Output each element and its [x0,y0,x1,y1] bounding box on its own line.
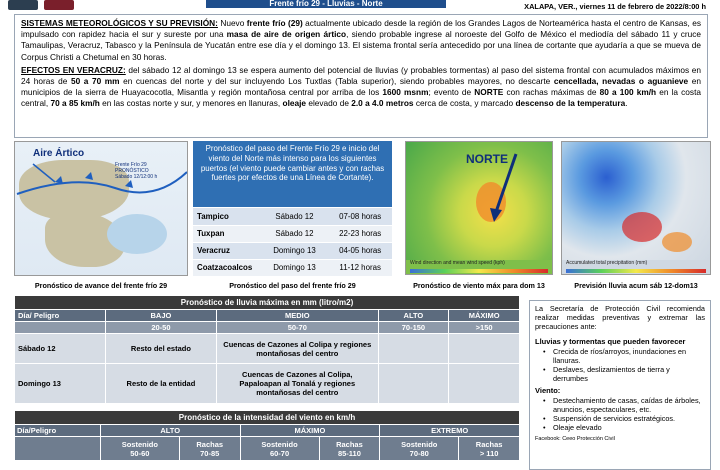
effects-heading: EFECTOS EN VERACRUZ: [21,64,126,75]
table-row: Tampico Sábado 12 07-08 horas [193,208,392,225]
front-advance-map [14,141,188,276]
front-advance-caption: Pronóstico de avance del frente frío 29 [34,281,168,290]
list-item: • Oleaje elevado [535,423,705,432]
advice-rain-list [535,347,705,384]
wind-colorbar [410,269,548,273]
rain-forecast-table [14,295,520,404]
advice-rain-heading: Lluvias y tormentas que pueden favorecer [535,336,686,346]
wind-arrow [406,142,553,275]
logos [8,0,168,12]
arctic-air-label: Aire Ártico [33,148,85,159]
wind-table-values: Sostenido 50-60 Rachas 70-85 Sostenido 60-70 Rachas 85-110 Sostenido 70-80 Rachas > 110 [15,437,520,461]
bulletin-title: Frente frío 29 - Lluvias - Norte [206,0,446,8]
rain-table-ranges: 20-50 50-70 70-150 >150 [15,322,520,334]
forecast-note: Pronóstico del paso del Frente Frío 29 e inicio del viento del Norte más intenso para los siguientes puertos (el viento puede cambiar antes y con rachas fuertes por efectos de una Línea de Cortante). [193,141,392,207]
front-line [15,142,188,276]
rain-table-title: Pronóstico de lluvia máxima en mm (litro/m2) [15,296,520,310]
advice-wind-list [535,396,705,433]
wind-intensity-table [14,410,520,461]
effects-paragraph: EFECTOS EN VERACRUZ: del sábado 12 al domingo 13 se espera aumento del potencial de lluvias (y probables tormentas) al paso del sistema frontal con acumulados máximos en 24 horas de 50 a 70 mm en cuencas del norte y del sur incluyendo Los Tuxtlas (Tabla superior), siendo probables mayores, no descarte cencellada, nevadas o aguanieve en municipios de la sierra de Huayacocotla, Misantla y región montañosa central por arriba de los 1600 msnm; evento de NORTE con rachas máximas de 80 a 100 km/h en la costa central, 70 a 85 km/h en las costas norte y sur, y menores en llanuras, oleaje elevado de 2.0 a 4.0 metros cerca de costa, y marcado descenso de la temperatura. [21,64,702,109]
list-item: • Deslaves, deslizamientos de tierra y derrumbes [535,365,705,383]
wind-legend: Wind direction and mean wind speed (kph) [410,260,505,266]
table-row: Coatzacoalcos Domingo 13 11-12 horas [193,259,392,276]
front-passage-table [193,208,392,277]
dateline: XALAPA, VER., viernes 11 de febrero de 2022/8:00 h [524,2,706,11]
advice-intro: La Secretaría de Protección Civil recomienda realizar medidas preventivas y extremar las precauciones ante: [535,304,705,332]
rain-legend: Accumulated total precipitation (mm) [566,260,648,266]
table-row: Domingo 13 Resto de la entidad Cuencas de Cazones al Colipa, Papaloapan al Tonalá y regiones montañosas del centro [15,364,520,404]
wind-table-header: Día/Peligro ALTO MÁXIMO EXTREMO [15,425,520,437]
civil-protection-advice [529,300,711,470]
systems-heading: SISTEMAS METEOROLÓGICOS Y SU PREVISIÓN: [21,18,218,28]
table-row: Veracruz Domingo 13 04-05 horas [193,242,392,259]
systems-paragraph: SISTEMAS METEOROLÓGICOS Y SU PREVISIÓN: Nuevo frente frío (29) actualmente ubicado desde la región de los Grandes Lagos de Norteamérica hasta el centro de Kansas, es impulsado con rapidez hacia el sur y sureste por una masa de aire de origen ártico, siendo probable ingrese al noroeste del Golfo de México el mediodía del sábado 11 y cruce Tamaulipas, Veracruz, Tabasco y la Península de Yucatán entre ese día y el domingo 13. El sistema frontal sería antecedido por una línea de cortante que ayudaría a que se mueva de Corpus Christi a Chetumal en 30 horas. [21,18,702,62]
table-row: Tuxpan Sábado 12 22-23 horas [193,225,392,242]
front-passage-caption: Pronóstico del paso del frente frío 29 [229,281,356,290]
list-item: • Destechamiento de casas, caídas de árboles, anuncios, espectaculares, etc. [535,396,705,414]
rain-map-caption: Previsión lluvia acum sáb 12-dom13 [574,281,698,290]
list-item: • Suspensión de servicios estratégicos. [535,414,705,423]
front-label: Frente Frío 29 PRONÓSTICO Sábado 12/12:00 h [115,162,158,180]
facebook-link[interactable]: Facebook: Ceeo Protección Civil [535,435,615,442]
rain-cell [622,212,662,242]
wind-table-title: Pronóstico de la intensidad del viento en km/h [15,411,520,425]
rain-cell [662,232,692,252]
rain-colorbar [566,269,706,273]
list-item: • Crecida de ríos/arroyos, inundaciones en llanuras. [535,347,705,365]
header-bar [0,0,720,12]
government-logo [8,0,38,10]
table-row: Sábado 12 Resto del estado Cuencas de Cazones al Colipa y regiones montañosas del centro [15,334,520,364]
rain-forecast-map [561,141,711,275]
wind-map-caption: Pronóstico de viento máx para dom 13 [413,281,545,290]
civil-protection-logo [44,0,74,10]
bulletin-text [14,14,708,138]
rain-table-header: Día/ Peligro BAJO MEDIO ALTO MÁXIMO [15,310,520,322]
norte-label: NORTE [466,152,508,166]
advice-wind-heading: Viento: [535,385,561,395]
wind-forecast-map [405,141,553,275]
